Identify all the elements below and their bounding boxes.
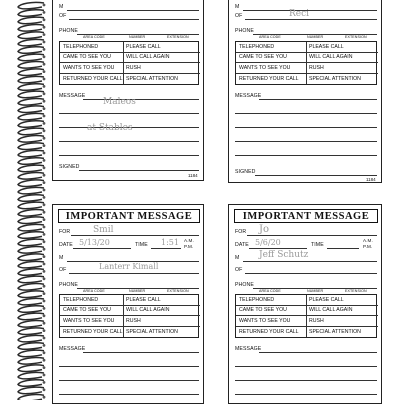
special-attention-checkbox[interactable]: SPECIAL ATTENTION [126,75,178,82]
rush-checkbox[interactable]: RUSH [123,63,200,74]
number-caption: NUMBER [129,35,146,39]
pm-label: P.M. [184,244,194,249]
of-label: OF [235,13,243,19]
please-call-checkbox[interactable]: PLEASE CALL [123,42,200,53]
of-label: OF [59,267,67,273]
handwritten-for: Smil [93,225,114,235]
telephoned-checkbox[interactable]: TELEPHONED [236,295,306,306]
wants-to-see-you-checkbox[interactable]: WANTS TO SEE YOU [236,63,306,74]
date-label: DATE [235,242,249,248]
wants-to-see-you-checkbox[interactable]: WANTS TO SEE YOU [236,316,306,327]
returned-your-call-checkbox[interactable]: RETURNED YOUR CALL [63,75,123,82]
form-number: 1184 [188,173,198,178]
returned-your-call-checkbox[interactable]: RETURNED YOUR CALL [63,328,123,335]
area-code-caption: AREA CODE [83,289,105,293]
time-label: TIME [135,242,148,248]
wants-to-see-you-checkbox[interactable]: WANTS TO SEE YOU [60,316,123,327]
for-label: FOR [235,229,247,235]
am-label: A.M. [184,238,194,243]
handwritten-m: Jeff Schutz [259,250,309,260]
will-call-again-checkbox[interactable]: WILL CALL AGAIN [123,53,200,64]
handwritten-for: Jo [259,224,270,235]
special-attention-checkbox[interactable]: SPECIAL ATTENTION [309,328,361,335]
returned-your-call-checkbox[interactable]: RETURNED YOUR CALL [239,328,299,335]
extension-caption: EXTENSION [167,289,189,293]
will-call-again-checkbox[interactable]: WILL CALL AGAIN [306,53,378,64]
time-label: TIME [311,242,324,248]
special-attention-checkbox[interactable]: SPECIAL ATTENTION [126,328,178,335]
m-label: M [59,255,64,261]
form-title: IMPORTANT MESSAGE [234,209,378,223]
spiral-binding [14,0,48,400]
message-label: MESSAGE [235,346,262,352]
number-caption: NUMBER [129,289,146,293]
message-slip-top-right [228,0,382,183]
pm-label: P.M. [363,244,373,249]
handwritten-of: Reci [289,9,310,19]
handwritten-date: 5/13/20 [79,238,110,247]
checkbox-table [59,294,199,338]
checkbox-table [235,41,377,85]
please-call-checkbox[interactable]: PLEASE CALL [306,295,378,306]
number-caption: NUMBER [307,289,324,293]
message-label: MESSAGE [59,346,86,352]
came-to-see-you-checkbox[interactable]: CAME TO SEE YOU [236,53,306,64]
checkbox-table [59,41,199,85]
area-code-caption: AREA CODE [259,35,281,39]
m-label: M [59,4,64,10]
signed-label: SIGNED [59,164,80,170]
handwritten-message: at Stables [87,123,133,133]
signed-label: SIGNED [235,169,256,175]
phone-label: PHONE [235,282,254,288]
number-caption: NUMBER [307,35,324,39]
of-label: OF [235,267,243,273]
rush-checkbox[interactable]: RUSH [306,316,378,327]
message-slip-top-left [52,0,204,181]
message-label: MESSAGE [59,93,86,99]
returned-your-call-checkbox[interactable]: RETURNED YOUR CALL [239,75,299,82]
date-label: DATE [59,242,73,248]
checkbox-table [235,294,377,338]
phone-label: PHONE [235,28,254,34]
area-code-caption: AREA CODE [83,35,105,39]
came-to-see-you-checkbox[interactable]: CAME TO SEE YOU [60,306,123,317]
telephoned-checkbox[interactable]: TELEPHONED [236,42,306,53]
handwritten-date: 5/6/20 [255,238,281,247]
extension-caption: EXTENSION [167,35,189,39]
area-code-caption: AREA CODE [259,289,281,293]
wants-to-see-you-checkbox[interactable]: WANTS TO SEE YOU [60,63,123,74]
message-slip-bottom-right [228,204,382,404]
telephoned-checkbox[interactable]: TELEPHONED [60,42,123,53]
will-call-again-checkbox[interactable]: WILL CALL AGAIN [306,306,378,317]
please-call-checkbox[interactable]: PLEASE CALL [123,295,200,306]
form-number: 1184 [366,177,376,182]
m-label: M [235,4,240,10]
please-call-checkbox[interactable]: PLEASE CALL [306,42,378,53]
extension-caption: EXTENSION [345,35,367,39]
extension-caption: EXTENSION [345,289,367,293]
rush-checkbox[interactable]: RUSH [123,316,200,327]
for-label: FOR [59,229,71,235]
phone-label: PHONE [59,282,78,288]
handwritten-time: 1:51 [161,238,179,247]
m-label: M [235,255,240,261]
came-to-see-you-checkbox[interactable]: CAME TO SEE YOU [60,53,123,64]
handwritten-of: Lanterr Kimall [99,262,159,271]
will-call-again-checkbox[interactable]: WILL CALL AGAIN [123,306,200,317]
message-slip-bottom-left [52,204,204,404]
telephoned-checkbox[interactable]: TELEPHONED [60,295,123,306]
am-label: A.M. [363,238,373,243]
of-label: OF [59,13,67,19]
special-attention-checkbox[interactable]: SPECIAL ATTENTION [309,75,361,82]
form-title: IMPORTANT MESSAGE [58,209,200,223]
handwritten-message: Maleos [103,97,136,107]
came-to-see-you-checkbox[interactable]: CAME TO SEE YOU [236,306,306,317]
phone-label: PHONE [59,28,78,34]
rush-checkbox[interactable]: RUSH [306,63,378,74]
message-label: MESSAGE [235,93,262,99]
